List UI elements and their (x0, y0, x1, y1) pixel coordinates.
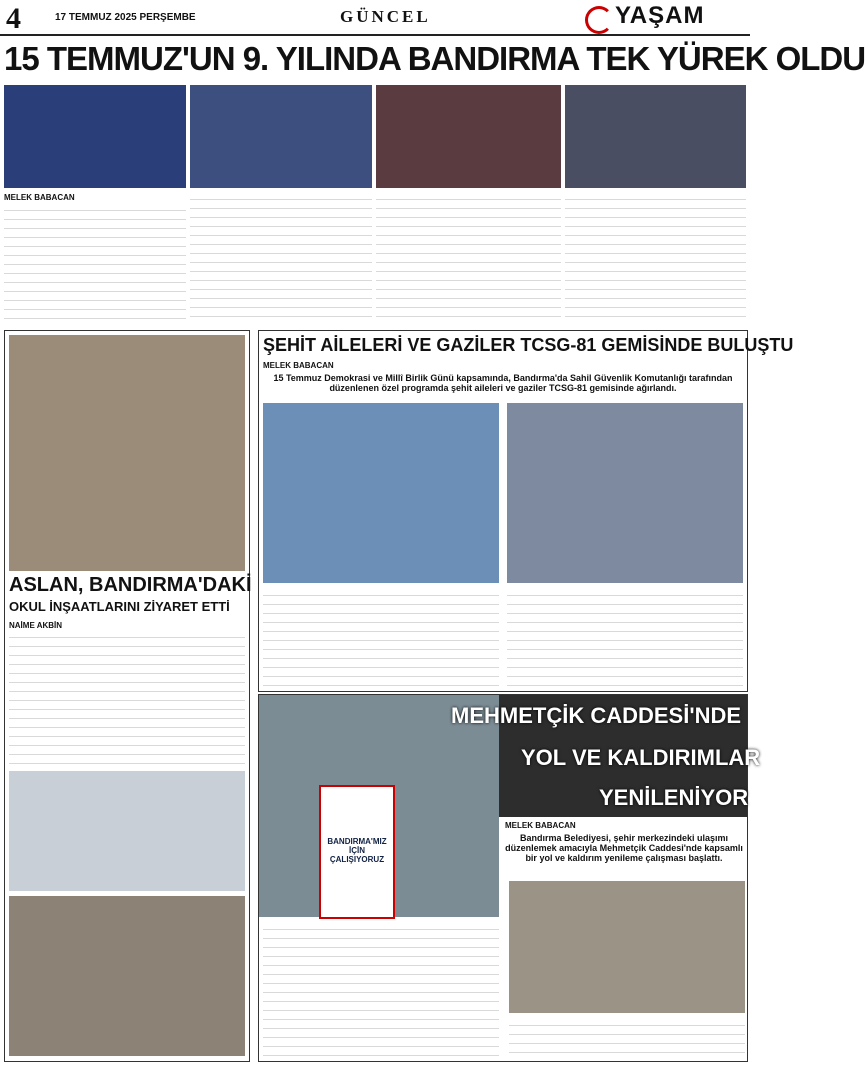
lead-photo-4 (565, 85, 746, 188)
tcsg-byline: MELEK BABACAN (263, 361, 334, 370)
demolition-photo (509, 881, 745, 1013)
lead-body-col-3 (376, 193, 561, 322)
aslan-headline-1: ASLAN, BANDIRMA'DAKİ (9, 574, 252, 596)
lead-body-col-1 (4, 204, 186, 322)
tcsg-story (258, 330, 794, 692)
school-interior-photo (9, 896, 245, 1056)
school-building-photo (9, 771, 245, 891)
mehmetcik-byline: MELEK BABACAN (505, 821, 576, 830)
lead-body-col-4 (565, 193, 746, 322)
lead-body-col-2 (190, 193, 372, 322)
mehmetcik-headline-1: MEHMETÇİK CADDESİ'NDE (451, 703, 742, 728)
lead-byline: MELEK BABACAN (4, 193, 75, 202)
tcsg-body-col-1 (263, 589, 499, 687)
issue-date: 17 TEMMUZ 2025 PERŞEMBE (55, 12, 196, 23)
paper-logo: YAŞAM (585, 2, 745, 32)
lead-photo-1 (4, 85, 186, 188)
crescent-icon (585, 6, 613, 34)
lead-photo-3 (376, 85, 561, 188)
mehmetcik-body-col-2 (509, 1019, 745, 1057)
mehmetcik-body-col-1 (263, 923, 499, 1057)
tcsg-deck: 15 Temmuz Demokrasi ve Millî Birlik Günü kapsamında, Bandırma'da Sahil Güvenlik Komutanlığı tarafından düzenlenen özel programda şehit aileleri ve gaziler TCSG-81 gemisinde ağırlandı. (273, 373, 733, 393)
mehmetcik-headline-2: YOL VE KALDIRIMLAR (521, 745, 761, 770)
tcsg-headline: ŞEHİT AİLELERİ VE GAZİLER TCSG-81 GEMİSİNDE BULUŞTU (263, 335, 794, 355)
aslan-headline-2: OKUL İNŞAATLARINI ZİYARET ETTİ (9, 599, 230, 614)
tcsg-body-col-2 (507, 589, 743, 687)
lead-photo-2 (190, 85, 372, 188)
lead-headline: 15 TEMMUZ'UN 9. YILINDA BANDIRMA TEK YÜREK OLDU (4, 40, 865, 77)
aslan-story (4, 330, 250, 1062)
municipality-sign: BANDIRMA'MIZ İÇİN ÇALIŞIYORUZ (319, 785, 395, 919)
aslan-byline: NAİME AKBİN (9, 621, 63, 630)
tcsg-photo-1 (263, 403, 499, 583)
page-number: 4 (6, 2, 21, 35)
tcsg-photo-2 (507, 403, 743, 583)
construction-photo (9, 335, 245, 571)
masthead (0, 0, 750, 36)
section-name: GÜNCEL (340, 7, 431, 26)
mehmetcik-story (258, 694, 761, 1062)
mehmetcik-headline-3: YENİLENİYOR (599, 785, 749, 810)
aslan-body (9, 631, 245, 766)
mehmetcik-deck: Bandırma Belediyesi, şehir merkezindeki ulaşımı düzenlemek amacıyla Mehmetçik Caddesi'nde kapsamlı bir yol ve kaldırım yenileme çalışması başlattı. (505, 833, 743, 863)
